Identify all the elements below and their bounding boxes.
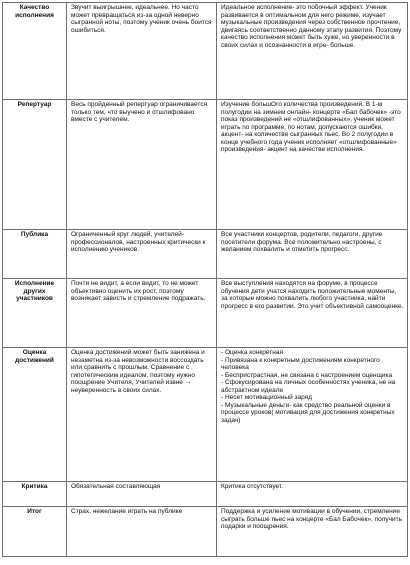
row-label-quality: Качество исполнения bbox=[3, 3, 67, 100]
new-approach-cell: Все участники концертов, родители, педагоги, другие посетители форума. Все положительно настроены, с желанием похвалить и отметить прогресс. bbox=[217, 230, 408, 279]
traditional-cell: Весь пройденный репертуар ограничивается только тем, что выучено и отшлифовано вместе с учителем. bbox=[67, 100, 217, 230]
new-approach-cell: Все выступления находятся на форуме, в процессе обучения дети учатся находить положительные моменты, за которые можно похвалить любого участника, найти прогресс в его развитии. Это учит объективной самооценке. bbox=[217, 279, 408, 348]
list-item: - Музыкальные деньги- как средство реальной оценки в процессе уроков( мотивация для достижения конкретных задач) bbox=[221, 401, 395, 424]
row-label-repertoire: Репертуар bbox=[3, 100, 67, 230]
comparison-table bbox=[2, 2, 408, 557]
row-label-result: Итог bbox=[3, 507, 67, 557]
row-label-criticism: Критика bbox=[3, 482, 67, 507]
list-item: - Сфокусирована на личных особенностях ученика, не на абстрактном идеале bbox=[221, 379, 396, 394]
traditional-cell: Обязательная составляющая bbox=[67, 482, 217, 507]
new-approach-cell: Изучение большОго количества произведений. В 1-м полугодии на зимнем онлайн- концерте «Бал бабочек» -это показ произведений не «отшлифованных», ученик может играть по программе, по нотам, допускаются ошибки, акцент- на количестве сыгранных пьес. Во 2 полугодии в конце учебного года ученик исполняет «отшлифованные» произведения- акцент на качестве исполнения. bbox=[217, 100, 408, 230]
table-row bbox=[3, 482, 408, 507]
table-row bbox=[3, 279, 408, 348]
traditional-cell: Звучит выигрышнее, идеальнее. Но часто может превращаться из-за одной неверно сыгранной ноты, поэтому ученик очень боится ошибиться. bbox=[67, 3, 217, 100]
traditional-cell: Страх, нежелание играть на публике bbox=[67, 507, 217, 557]
list-item: - Несет мотивационный заряд bbox=[221, 394, 312, 402]
list-item: - Беспристрастная, не связана с настроением оценщика bbox=[221, 371, 393, 379]
row-label-achievement-assessment: Оценка достижений bbox=[3, 348, 67, 482]
new-approach-cell: Критика отсутствует. bbox=[217, 482, 408, 507]
list-item: - Привязана к конкретным достижениям конкретного человека bbox=[221, 356, 380, 372]
new-approach-cell: Идеальное исполнение- это побочный эффект. Ученик развивается в оптимальном для него режиме, изучает музыкальные произведения через собственное прочтение, двигаясь соответственно данному этапу развития. Поэтому качество исполнения может быть хуже, но уверенности в своих силах и осознанности в игре- больше. bbox=[217, 3, 408, 100]
traditional-cell: Оценка достижений может быть занижена и незаметна из-за невозможности воссоздать или сравнить с прошлым. Сравнение с гипотетическим идеалом, поэтому нужно поощрение Учителя, Учителей извне → неуверенность в своих силах. bbox=[67, 348, 217, 482]
new-approach-cell bbox=[217, 348, 408, 482]
table-row bbox=[3, 3, 408, 100]
row-label-other-participants: Исполнение других участников bbox=[3, 279, 67, 348]
traditional-cell: Ограниченный круг людей, учителей-профессионалов, настроенных критически к исполнению учеников. bbox=[67, 230, 217, 279]
new-approach-cell: Поддержка и усиление мотивации в обучении, стремление сыграть больше пьес на концерте «Бал Бабочек», получить подарки и поощрения. bbox=[217, 507, 408, 557]
table-row bbox=[3, 348, 408, 482]
traditional-cell: Почти не видит, а если видит, то не может объективно оценить их рост, поэтому возникает зависть и стремление подражать. bbox=[67, 279, 217, 348]
table-row bbox=[3, 100, 408, 230]
list-item: - Оценка конкретная bbox=[221, 349, 283, 356]
table-row bbox=[3, 230, 408, 279]
row-label-audience: Публика bbox=[3, 230, 67, 279]
table-row bbox=[3, 507, 408, 557]
